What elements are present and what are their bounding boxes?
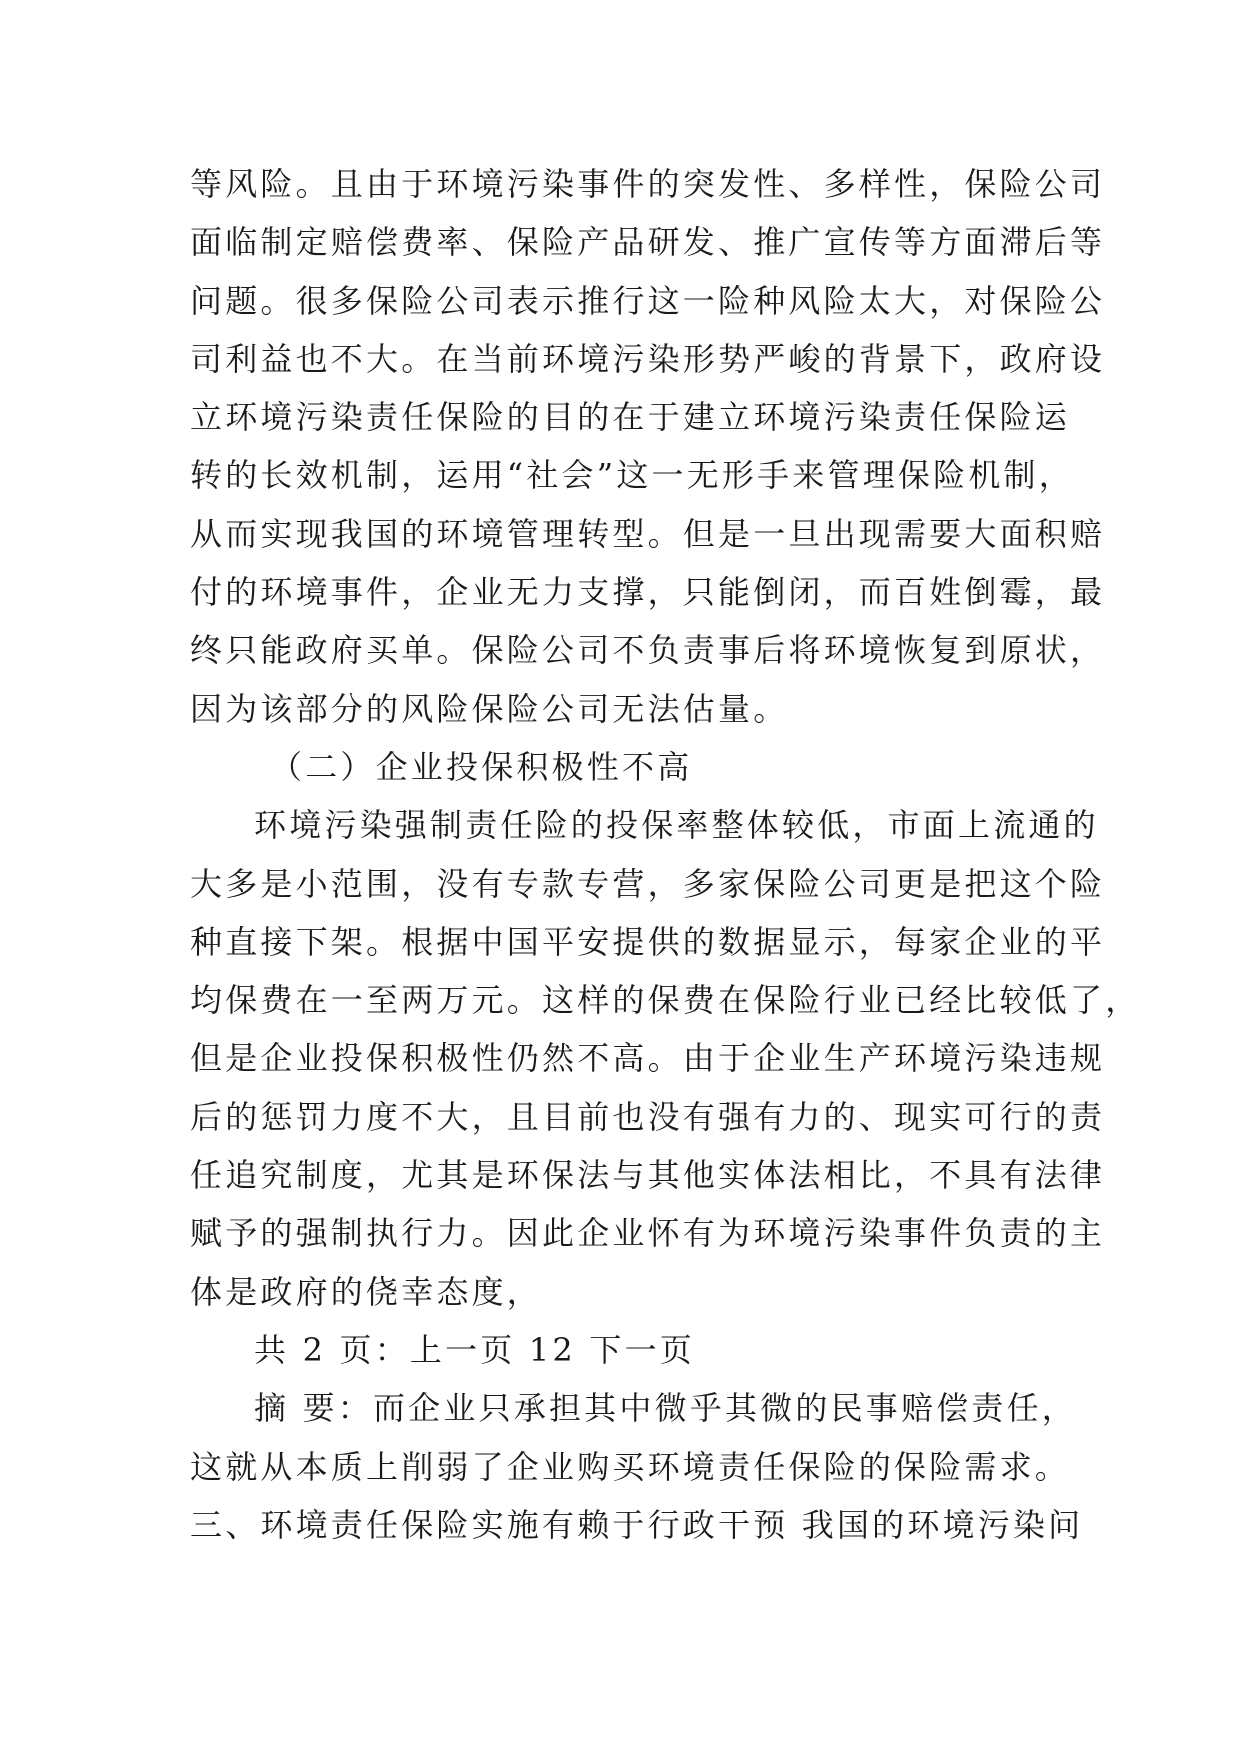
abstract-line: 摘 要：而企业只承担其中微乎其微的民事赔偿责任，	[254, 1389, 1077, 1428]
text-line: 司利益也不大。在当前环境污染形势严峻的背景下，政府设	[190, 339, 1106, 378]
text-line: 等风险。且由于环境污染事件的突发性、多样性，保险公司	[190, 165, 1106, 203]
text-line: 付的环境事件，企业无力支撑，只能倒闭，而百姓倒霉，最	[190, 573, 1106, 612]
text-line: 终只能政府买单。保险公司不负责事后将环境恢复到原状，	[190, 631, 1106, 670]
text-line: 但是企业投保积极性仍然不高。由于企业生产环境污染违规	[190, 1039, 1106, 1078]
text-line: 面临制定赔偿费率、保险产品研发、推广宣传等方面滞后等	[190, 223, 1106, 262]
text-line: 从而实现我国的环境管理转型。但是一旦出现需要大面积赔	[190, 514, 1106, 553]
text-line: 大多是小范围，没有专款专营，多家保险公司更是把这个险	[190, 864, 1106, 903]
text-line: 后的惩罚力度不大，且目前也没有强有力的、现实可行的责	[190, 1097, 1106, 1136]
text-line: 这就从本质上削弱了企业购买环境责任保险的保险需求。	[190, 1447, 1071, 1486]
text-line: 赋予的强制执行力。因此企业怀有为环境污染事件负责的主	[190, 1214, 1106, 1253]
text-line: 问题。很多保险公司表示推行这一险种风险太大，对保险公	[190, 281, 1106, 320]
text-line: 转的长效机制，运用“社会”这一无形手来管理保险机制，	[190, 456, 1074, 495]
text-line: 立环境污染责任保险的目的在于建立环境污染责任保险运	[190, 398, 1071, 437]
pagination-text: 共 2 页：上一页 12 下一页	[254, 1330, 695, 1369]
text-line: 体是政府的侥幸态度，	[190, 1272, 543, 1311]
text-line: 任追究制度，尤其是环保法与其他实体法相比，不具有法律	[190, 1156, 1106, 1195]
text-line: 均保费在一至两万元。这样的保费在保险行业已经比较低了，	[190, 981, 1141, 1020]
text-line: 种直接下架。根据中国平安提供的数据显示，每家企业的平	[190, 922, 1106, 961]
text-line: 因为该部分的风险保险公司无法估量。	[190, 689, 789, 728]
section-heading: （二）企业投保积极性不高	[270, 747, 693, 786]
document-body	[190, 155, 1141, 1554]
text-line: 环境污染强制责任险的投保率整体较低，市面上流通的	[254, 806, 1099, 845]
text-line: 三、环境责任保险实施有赖于行政干预 我国的环境污染问	[190, 1505, 1084, 1544]
